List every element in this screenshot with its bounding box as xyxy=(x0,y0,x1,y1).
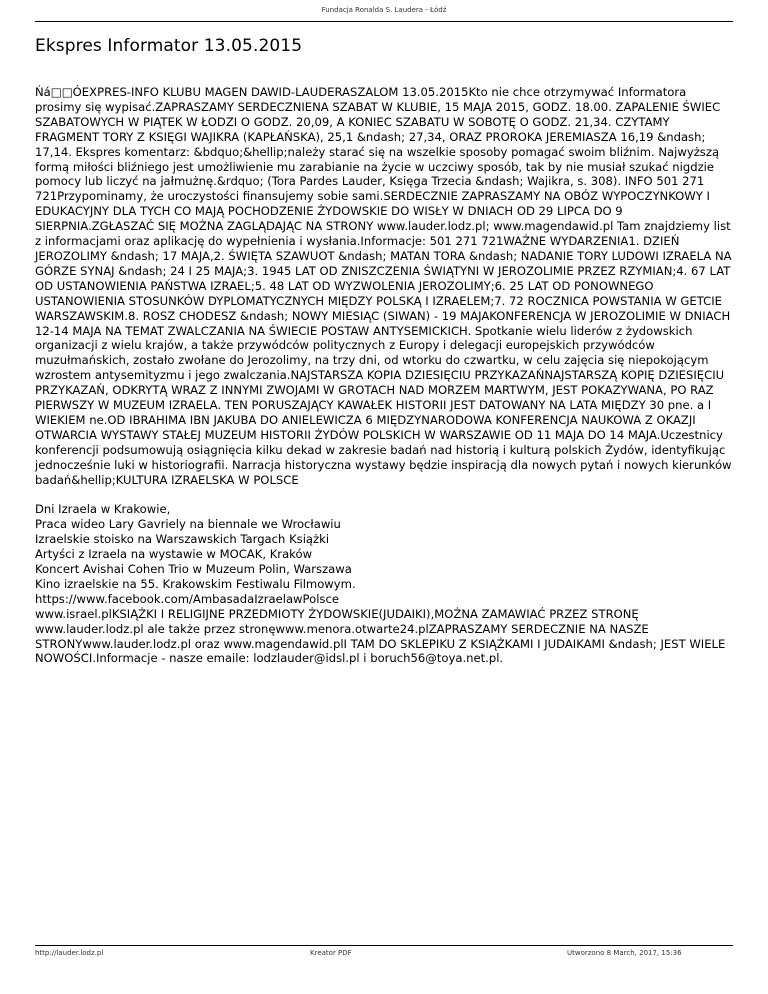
header-divider xyxy=(35,21,733,22)
culture-event-line: Koncert Avishai Cohen Trio w Muzeum Polin, Warszawa xyxy=(35,561,352,576)
article-paragraph-closing: www.israel.plKSIĄŻKI I RELIGIJNE PRZEDMIOTY ŻYDOWSKIE(JUDAIKI),MOŻNA ZAMAWIAĆ PRZEZ STRONĘ www.lauder.lodz.pl ale także przez stronęwww.menora.otwarte24.plZAPRASZAMY SERDECZNIE NA NASZE STRONYwww.lauder.lodz.pl oraz www.magendawid.plI TAM DO SKLEPIKU Z KSIĄŻKAMI I JUDAIKAMI &ndash; JEST WIELE NOWOŚCI.Informacje - nasze emaile: lodzlauder@idsl.pl i boruch56@toya.net.pl. xyxy=(35,606,726,666)
culture-event-line: Praca wideo Lary Gavriely na biennale we Wrocławiu xyxy=(35,517,341,532)
article-paragraph-main: Ńá□□ÓEXPRES-INFO KLUBU MAGEN DAWID-LAUDERASZALOM 13.05.2015Kto nie chce otrzymywać Informatora prosimy się wypisać.ZAPRASZAMY SERDECZNIENA SZABAT W KLUBIE, 15 MAJA 2015, GODZ. 18.00. ZAPALENIE ŚWIEC SZABATOWYCH W PIĄTEK W ŁODZI O GODZ. 20,09, A KONIEC SZABATU W SOBOTĘ O GODZ. 21,34. CZYTAMY FRAGMENT TORY Z KSIĘGI WAJIKRA (KAPŁAŃSKA), 25,1 &ndash; 27,34, ORAZ PROROKA JEREMIASZA 16,19 &ndash; 17,14. Ekspres komentarz: &bdquo;&hellip;należy starać się na wszelkie sposoby pomagać swoim bliźnim. Najwyższą formą miłości bliźniego jest umożliwienie mu zarabianie na życie w uczciwy sposób, tak by nie musiał szukać nigdzie pomocy lub liczyć na jałmużnę.&rdquo; (Tora Pardes Lauder, Księga Trzecia &ndash; Wajikra, s. 308). INFO 501 271 721Przypominamy, że uroczystości finansujemy sobie sami.SERDECZNIE ZAPRASZAMY NA OBÓZ WYPOCZYNKOWY I EDUKACYJNY DLA TYCH CO MAJĄ POCHODZENIE ŻYDOWSKIE DO WISŁY W DNIACH OD 29 LIPCA DO 9 SIERPNIA.ZGŁASZAĆ SIĘ MOŻNA ZAGLĄDAJĄC NA STRONY www.lauder.lodz.pl; www.magendawid.pl Tam znajdziemy list z informacjami oraz aplikację do wypełnienia i wysłania.Informacje: 501 271 721WAŻNE WYDARZENIA1. DZIEŃ JEROZOLIMY &ndash; 17 MAJA,2. ŚWIĘTA SZAWUOT &ndash; MATAN TORA &ndash; NADANIE TORY LUDOWI IZRAELA NA GÓRZE SYNAJ &ndash; 24 I 25 MAJA;3. 1945 LAT OD ZNISZCZENIA ŚWIĄTYNI W JEROZOLIMIE PRZEZ RZYMIAN;4. 67 LAT OD USTANOWIENIA PAŃSTWA IZRAEL;5. 48 LAT OD WYZWOLENIA JEROZOLIMY;6. 25 LAT OD PONOWNEGO USTANOWIENIA STOSUNKÓW DYPLOMATYCZNYCH MIĘDZY POLSKĄ I IZRAELEM;7. 72 ROCZNICA POWSTANIA W GETCIE WARSZAWSKIM.8. ROSZ CHODESZ &ndash; NOWY MIESIĄC (SIWAN) - 19 MAJAKONFERENCJA W JEROZOLIMIE W DNIACH 12-14 MAJA NA TEMAT ZWALCZANIA NA ŚWIECIE POSTAW ANTYSEMICKICH. Spotkanie wielu liderów z żydowskich organizacji z wielu krajów, a także przywódców politycznych z Europy i delegacji europejskich przywódców muzułmańskich, zostało zwołane do Jerozolimy, na trzy dni, od wtorku do czwartku, w celu zajęcia się niepokojącym wzrostem antysemityzmu i jego zwalczania.NAJSTARSZA KOPIA DZIESIĘCIU PRZYKAZAŃNAJSTARSZĄ KOPIĘ DZIESIĘCIU PRZYKAZAŃ, ODKRYTĄ WRAZ Z INNYMI ZWOJAMI W GROTACH NAD MORZEM MARTWYM, JEST POKAZYWANA, PO RAZ PIERWSZY W MUZEUM IZRAELA. TEN PORUSZAJĄCY KAWAŁEK HISTORII JEST DATOWANY NA LATA MIĘDZY 30 pne. a I WIEKIEM ne.OD IBRAHIMA IBN JAKUBA DO ANIELEWICZA 6 MIĘDZYNARODOWA KONFERENCJA NAUKOWA Z OKAZJI OTWARCIA WYSTAWY STAŁEJ MUZEUM HISTORII ŻYDÓW POLSKICH W WARSZAWIE OD 11 MAJA DO 14 MAJA.Uczestnicy konferencji podsumowują osiągnięcia kilku dekad w zakresie badań nad historią i kulturą polskich Żydów, identyfikując jednocześnie luki w historiografii. Narracja historyczna wystawy będzie inspiracją dla nowych pytań i nowych kierunków badań&hellip;KULTURA IZRAELSKA W POLSCE xyxy=(35,85,732,487)
article-title: Ekspres Informator 13.05.2015 xyxy=(35,36,303,56)
culture-event-line: Kino izraelskie na 55. Krakowskim Festiwalu Filmowym. xyxy=(35,576,356,591)
article-body xyxy=(35,85,735,681)
footer-divider xyxy=(35,945,733,946)
page-header-source: Fundacja Ronalda S. Laudera - Łódź xyxy=(321,6,447,14)
footer-generator: Kreator PDF xyxy=(310,949,352,957)
footer-created-date: Utworzono 8 March, 2017, 15:36 xyxy=(567,949,682,957)
culture-events-list xyxy=(35,502,735,666)
embassy-facebook-link: https://www.facebook.com/AmbasadaIzraelawPolsce xyxy=(35,591,339,606)
footer-url: http://lauder.lodz.pl xyxy=(35,949,104,957)
culture-event-line: Artyści z Izraela na wystawie w MOCAK, Kraków xyxy=(35,547,313,562)
culture-event-line: Dni Izraela w Krakowie, xyxy=(35,502,171,517)
culture-event-line: Izraelskie stoisko na Warszawskich Targach Książki xyxy=(35,532,330,547)
